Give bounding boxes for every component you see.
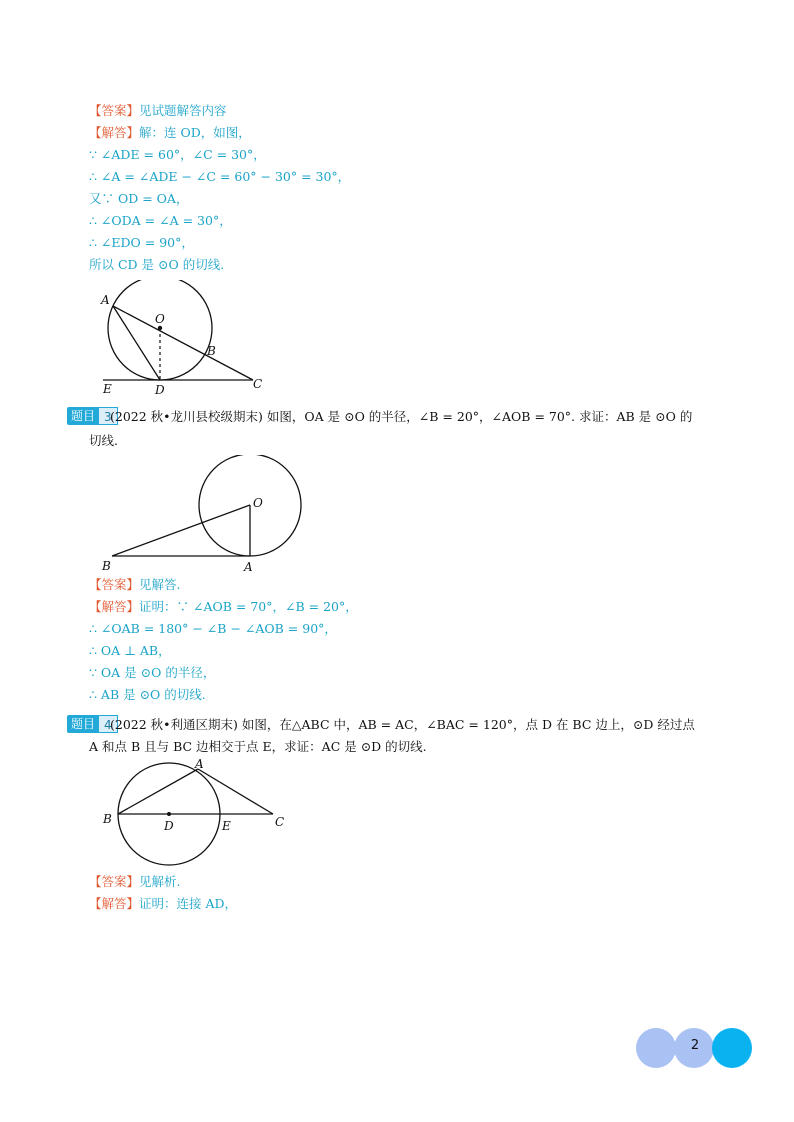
page-indicator <box>636 1028 752 1068</box>
answer-text: 见解析. <box>139 874 181 889</box>
solution-step: ∵ ∠ADE = 60°，∠C = 30°， <box>89 147 266 162</box>
segment-ac <box>113 306 253 380</box>
solution-step: ∴ ∠EDO = 90°， <box>89 235 194 250</box>
label-c: C <box>275 815 285 829</box>
segment-bo <box>112 505 250 556</box>
answer-text: 见试题解答内容 <box>139 103 227 118</box>
answer-line-1 <box>89 103 227 119</box>
problem-3-text-line-1: (2022 秋•龙川县校级期末) 如图，OA 是 ⊙O 的半径，∠B = 20°，∠AOB = 70°. 求证：AB 是 ⊙O 的 <box>110 409 693 424</box>
solution-step: ∴ AB 是 ⊙O 的切线. <box>89 687 206 702</box>
solution-step: 证明：∵ ∠AOB = 70°，∠B = 20°， <box>139 599 358 614</box>
answer-tag: 【答案】 <box>89 874 140 889</box>
badge-number: 3 <box>99 407 118 425</box>
answer-line-4 <box>89 874 181 890</box>
page-indicator-dot <box>712 1028 752 1068</box>
label-a: A <box>195 757 204 771</box>
solution-tag: 【解答】 <box>89 896 140 911</box>
segment-ad <box>113 306 160 380</box>
badge-label: 题目 <box>67 407 99 425</box>
answer-tag: 【答案】 <box>89 103 140 118</box>
label-b: B <box>207 344 216 358</box>
solution-step: 又∵ OD = OA， <box>89 191 189 206</box>
label-b: B <box>103 812 112 826</box>
solution-tag: 【解答】 <box>89 599 140 614</box>
label-o: O <box>253 496 263 510</box>
solution-line-3 <box>89 599 358 615</box>
problem-3-text-line-2: 切线. <box>89 433 118 448</box>
center-point-o <box>158 326 162 330</box>
label-d: D <box>155 383 165 397</box>
center-point-d <box>167 812 171 816</box>
solution-step: 所以 CD 是 ⊙O 的切线. <box>89 257 225 272</box>
solution-line-4 <box>89 896 237 912</box>
solution-step: 解：连 OD，如图， <box>139 125 251 140</box>
figure-tangent-ac <box>98 757 298 873</box>
problem-4-text-line-2: A 和点 B 且与 BC 边相交于点 E，求证：AC 是 ⊙D 的切线. <box>89 739 427 754</box>
badge-number: 4 <box>99 715 118 733</box>
answer-text: 见解答. <box>139 577 181 592</box>
solution-step: ∵ OA 是 ⊙O 的半径， <box>89 665 216 680</box>
solution-step: ∴ ∠ODA = ∠A = 30°， <box>89 213 232 228</box>
answer-line-3 <box>89 577 181 593</box>
problem-4-text-line-1: (2022 秋•利通区期末) 如图，在△ABC 中，AB = AC，∠BAC = 120°，点 D 在 BC 边上，⊙D 经过点 <box>110 717 695 732</box>
segment-ba <box>118 769 198 814</box>
label-e: E <box>103 382 112 396</box>
figure-tangent-ab <box>98 455 313 575</box>
solution-step: ∴ ∠OAB = 180° − ∠B − ∠AOB = 90°， <box>89 621 337 636</box>
segment-ac <box>198 769 273 814</box>
label-e: E <box>222 819 231 833</box>
figure-circle-tangent-cd <box>95 280 275 398</box>
label-d: D <box>164 819 174 833</box>
label-c: C <box>253 377 263 391</box>
solution-step: 证明：连接 AD， <box>139 896 238 911</box>
solution-step: ∴ ∠A = ∠ADE − ∠C = 60° − 30° = 30°， <box>89 169 351 184</box>
label-a: A <box>244 560 253 574</box>
solution-line-1 <box>89 125 251 141</box>
page-number: 2 <box>690 1038 700 1053</box>
label-o: O <box>155 312 165 326</box>
page-indicator-dot <box>636 1028 676 1068</box>
label-b: B <box>102 559 111 573</box>
label-a: A <box>101 293 110 307</box>
solution-step: ∴ OA ⊥ AB， <box>89 643 171 658</box>
answer-tag: 【答案】 <box>89 577 140 592</box>
badge-label: 题目 <box>67 715 99 733</box>
solution-tag: 【解答】 <box>89 125 140 140</box>
